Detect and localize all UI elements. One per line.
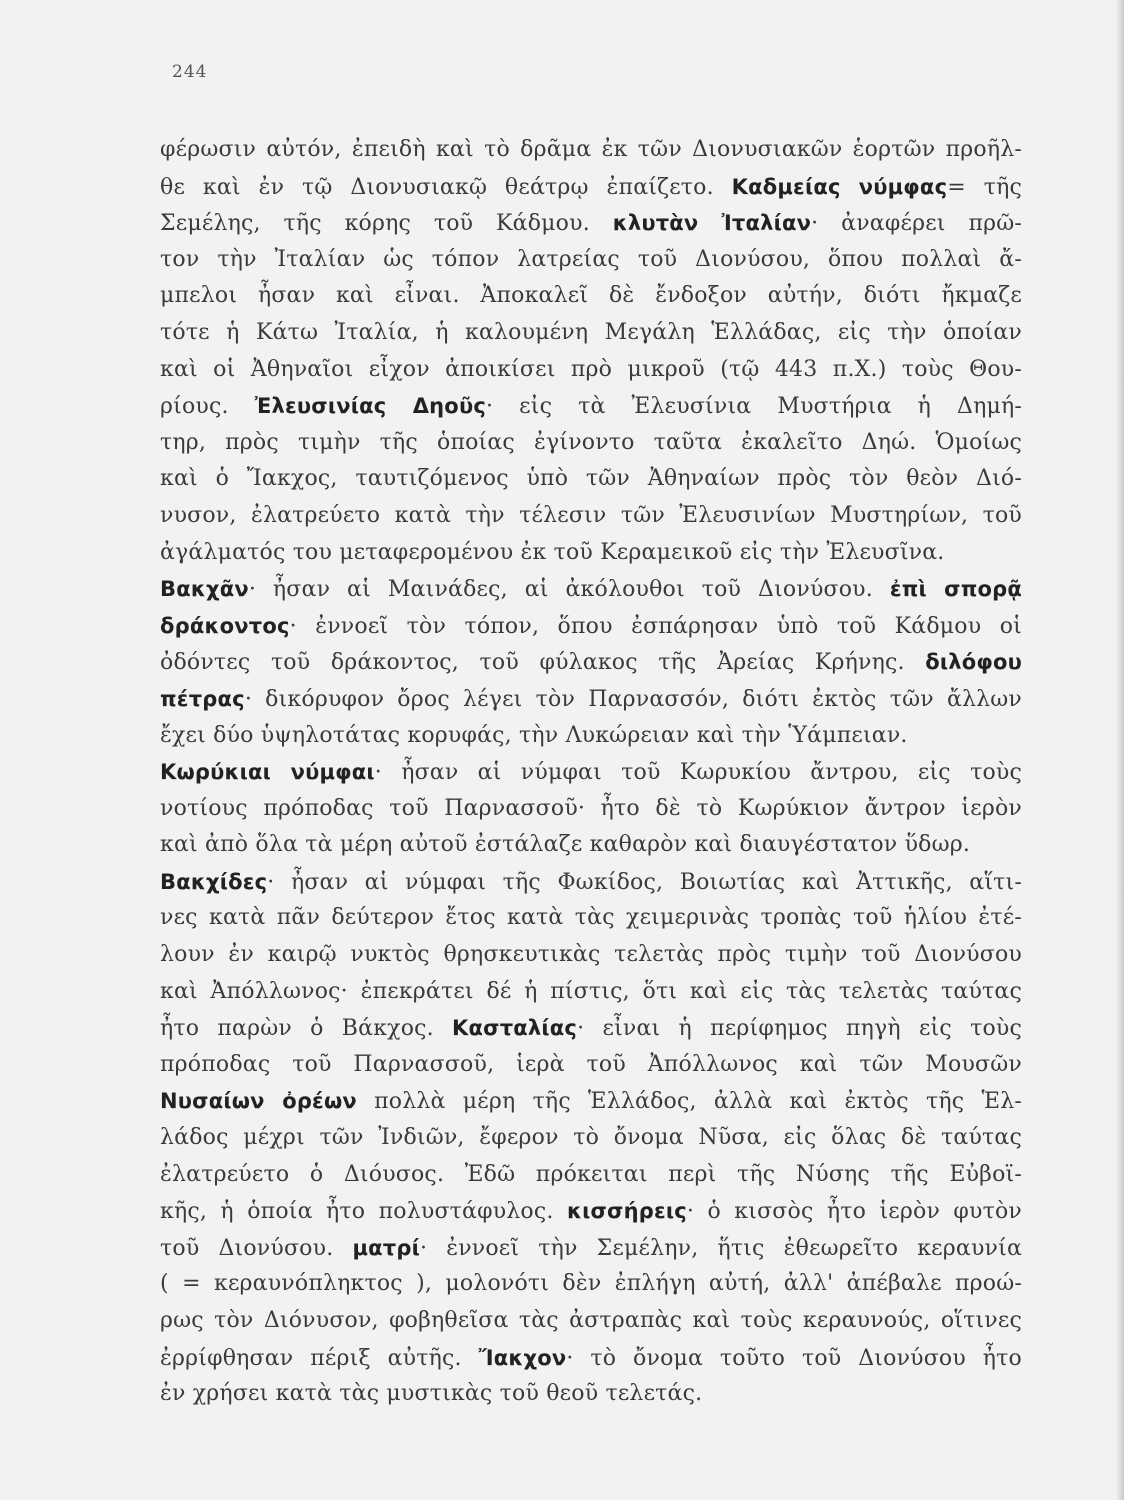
lemma-term: Βακχᾶν: [160, 577, 249, 602]
text-line: [160, 827, 1022, 864]
text-line: [160, 498, 1022, 535]
line-text: · εἶναι ἡ περίφημος πηγὴ εἰς τοὺς: [577, 1016, 1022, 1042]
line-text: ἔχει δύο ὑψηλοτάτας κορυφάς, τὴν Λυκώρειαν καὶ τὴν Ὑάμπειαν.: [160, 722, 908, 748]
line-text: · ἦσαν αἱ Μαινάδες, αἱ ἀκόλουθοι τοῦ Διονύσου.: [248, 577, 890, 603]
line-text: = τῆς: [947, 174, 1022, 200]
text-line: [160, 900, 1022, 937]
line-text: τοῦ Διονύσου.: [160, 1235, 353, 1261]
text-line: [160, 132, 1022, 169]
text-line: [160, 937, 1022, 974]
text-line: [160, 315, 1022, 352]
text-line: [160, 754, 1022, 791]
text-line: [160, 535, 1022, 572]
line-text: · ὁ κισσὸς ἦτο ἱερὸν φυτὸν: [686, 1199, 1023, 1225]
lemma-term: δράκοντος: [160, 613, 290, 638]
text-line: [160, 681, 1022, 718]
line-text: · ἦσαν αἱ νύμφαι τῆς Φωκίδος, Βοιωτίας καὶ Ἀττικῆς, αἵτι-: [267, 869, 1022, 895]
text-line: [160, 1157, 1022, 1194]
line-text: κῆς, ἡ ὁποία ἦτο πολυστάφυλος.: [160, 1199, 567, 1225]
line-text: ἀγάλματός του μεταφερομένου ἐκ τοῦ Κεραμεικοῦ εἰς τὴν Ἐλευσῖνα.: [160, 539, 945, 565]
text-line: [160, 571, 1022, 608]
line-text: νοτίους πρόποδας τοῦ Παρνασσοῦ· ἦτο δὲ τὸ Κωρύκιον ἄντρον ἱερὸν: [160, 795, 1022, 821]
text-line: [160, 1083, 1022, 1120]
line-text: ρως τὸν Διόνυσον, φοβηθεῖσα τὰς ἀστραπὰς καὶ τοὺς κεραυνούς, οἵτινες: [160, 1308, 1022, 1333]
line-text: ἐρρίφθησαν πέριξ αὐτῆς.: [160, 1345, 479, 1371]
line-text: φέρωσιν αὐτόν, ἐπειδὴ καὶ τὸ δρᾶμα ἐκ τῶν Διονυσιακῶν ἑορτῶν προῆλ-: [160, 137, 1022, 162]
lemma-term: ἐπὶ σπορᾷ: [889, 577, 1022, 602]
line-text: νες κατὰ πᾶν δεύτερον ἔτος κατὰ τὰς χειμερινὰς τροπὰς τοῦ ἡλίου ἐτέ-: [160, 905, 1022, 931]
text-line: [160, 1266, 1022, 1303]
line-text: · ἦσαν αἱ νύμφαι τοῦ Κωρυκίου ἄντρου, εἰς τοὺς: [374, 760, 1022, 786]
line-text: πολλὰ μέρη τῆς Ἑλλάδος, ἀλλὰ καὶ ἐκτὸς τῆς Ἑλ-: [356, 1089, 1022, 1115]
line-text: ὀδόντες τοῦ δράκοντος, τοῦ φύλακος τῆς Ἀρείας Κρήνης.: [160, 650, 926, 676]
line-text: ρίους.: [160, 394, 255, 420]
text-line: [160, 205, 1022, 242]
text-line: [160, 425, 1022, 462]
line-text: λάδος μέχρι τῶν Ἰνδιῶν, ἔφερον τὸ ὄνομα Νῦσα, εἰς ὅλας δὲ ταύτας: [160, 1125, 1022, 1151]
lemma-term: Βακχίδες: [160, 869, 268, 894]
line-text: τον τὴν Ἰταλίαν ὡς τόπον λατρείας τοῦ Διονύσου, ὅπου πολλαὶ ἄ-: [160, 246, 1022, 272]
text-line: [160, 644, 1022, 681]
text-line: [160, 242, 1022, 279]
line-text: · τὸ ὄνομα τοῦτο τοῦ Διονύσου ἦτο: [566, 1345, 1022, 1371]
lemma-term: Ἐλευσινίας Δηοῦς: [254, 394, 486, 419]
text-line: [160, 1120, 1022, 1157]
text-line: [160, 718, 1022, 755]
line-text: Σεμέλης, τῆς κόρης τοῦ Κάδμου.: [160, 211, 613, 237]
text-line: [160, 1047, 1022, 1084]
text-line: [160, 278, 1022, 315]
lemma-term: πέτρας: [160, 686, 245, 711]
line-text: ἐν χρήσει κατὰ τὰς μυστικὰς τοῦ θεοῦ τελετάς.: [160, 1381, 703, 1407]
line-text: καὶ ὁ Ἴακχος, ταυτιζόμενος ὑπὸ τῶν Ἀθηναίων πρὸς τὸν θεὸν Διό-: [160, 466, 1022, 492]
text-line: [160, 864, 1022, 901]
line-text: · δικόρυφον ὄρος λέγει τὸν Παρνασσόν, διότι ἐκτὸς τῶν ἄλλων: [244, 686, 1022, 712]
line-text: · ἐννοεῖ τὴν Σεμέλην, ἥτις ἐθεωρεῖτο κεραυνία: [419, 1235, 1022, 1261]
line-text: ἐλατρεύετο ὁ Διόυσος. Ἐδῶ πρόκειται περὶ τῆς Νύσης τῆς Εὐβοϊ-: [160, 1161, 1022, 1187]
line-text: λουν ἐν καιρῷ νυκτὸς θρησκευτικὰς τελετὰς πρὸς τιμὴν τοῦ Διονύσου: [160, 942, 1022, 968]
line-text: πρόποδας τοῦ Παρνασσοῦ, ἱερὰ τοῦ Ἀπόλλωνος καὶ τῶν Μουσῶν: [160, 1051, 1022, 1077]
line-text: · ἐννοεῖ τὸν τόπον, ὅπου ἐσπάρησαν ὑπὸ τοῦ Κάδμου οἱ: [289, 613, 1022, 639]
commentary-text: [160, 132, 1022, 1413]
line-text: καὶ οἱ Ἀθηναῖοι εἶχον ἀποικίσει πρὸ μικροῦ (τῷ 443 π.Χ.) τοὺς Θου-: [160, 356, 1022, 382]
lemma-term: διλόφου: [925, 650, 1022, 675]
lemma-term: ματρί: [352, 1235, 420, 1260]
line-text: τηρ, πρὸς τιμὴν τῆς ὁποίας ἐγίνοντο ταῦτα ἐκαλεῖτο Δηώ. Ὁμοίως: [160, 429, 1022, 455]
text-line: [160, 169, 1022, 206]
line-text: τότε ἡ Κάτω Ἰταλία, ἡ καλουμένη Μεγάλη Ἑλλάδας, εἰς τὴν ὁποίαν: [160, 319, 1022, 345]
line-text: ἦτο παρὼν ὁ Βάκχος.: [160, 1016, 453, 1042]
line-text: καὶ Ἀπόλλωνος· ἐπεκράτει δέ ἡ πίστις, ὅτι καὶ εἰς τὰς τελετὰς ταύτας: [160, 978, 1022, 1004]
lemma-term: Κασταλίας: [452, 1016, 578, 1041]
lemma-term: Νυσαίων ὀρέων: [160, 1089, 357, 1114]
line-text: μπελοι ἦσαν καὶ εἶναι. Ἀποκαλεῖ δὲ ἔνδοξον αὐτήν, διότι ἤκμαζε: [160, 283, 1022, 309]
text-line: [160, 1010, 1022, 1047]
page-number: 244: [172, 62, 208, 82]
line-text: νυσον, ἐλατρεύετο κατὰ τὴν τέλεσιν τῶν Ἐλευσινίων Μυστηρίων, τοῦ: [160, 502, 1022, 528]
page-edge-shadow: [1116, 0, 1124, 1500]
lemma-term: Κωρύκιαι νύμφαι: [160, 760, 375, 785]
text-line: [160, 974, 1022, 1011]
text-line: [160, 1376, 1022, 1413]
line-text: · ἀναφέρει πρῶ-: [811, 211, 1023, 237]
line-text: ( = κεραυνόπληκτος ), μολονότι δὲν ἐπλήγη αὐτή, ἀλλ' ἀπέβαλε προώ-: [160, 1271, 1022, 1297]
line-text: · εἰς τὰ Ἐλευσίνια Μυστήρια ἡ Δημή-: [485, 394, 1022, 420]
line-text: καὶ ἀπὸ ὅλα τὰ μέρη αὐτοῦ ἐστάλαζε καθαρὸν καὶ διαυγέστατον ὕδωρ.: [160, 832, 971, 858]
text-line: [160, 1340, 1022, 1377]
text-line: [160, 352, 1022, 389]
text-line: [160, 1230, 1022, 1267]
lemma-term: Ἴακχον: [478, 1345, 567, 1370]
text-line: [160, 1303, 1022, 1340]
text-line: [160, 791, 1022, 828]
text-line: [160, 388, 1022, 425]
text-line: [160, 1193, 1022, 1230]
text-line: [160, 461, 1022, 498]
lemma-term: κισσήρεις: [566, 1199, 687, 1224]
text-line: [160, 608, 1022, 645]
line-text: θε καὶ ἐν τῷ Διονυσιακῷ θεάτρῳ ἐπαίζετο.: [160, 174, 732, 200]
lemma-term: κλυτὰν Ἰταλίαν: [612, 211, 812, 236]
lemma-term: Καδμείας νύμφας: [731, 174, 948, 199]
